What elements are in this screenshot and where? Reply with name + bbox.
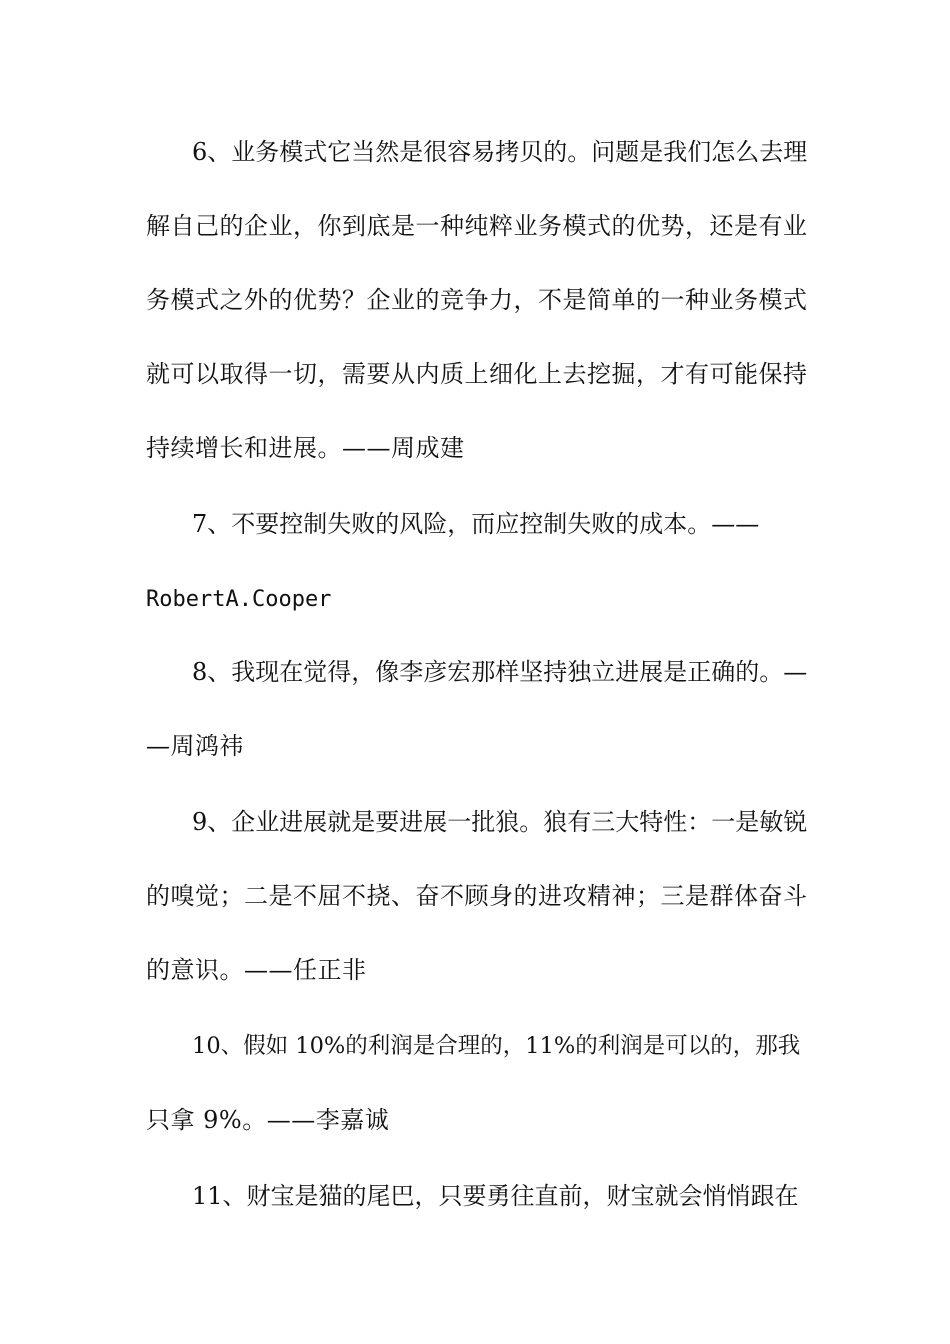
paragraph-8-line-2: —周鸿祎	[146, 732, 244, 760]
paragraph-9-line-3: 的意识。——任正非	[146, 956, 367, 984]
paragraph-9-line-1: 9、企业进展就是要进展一批狼。狼有三大特性：一是敏锐	[192, 808, 808, 836]
paragraph-6-line-3: 务模式之外的优势？企业的竞争力，不是简单的一种业务模式	[146, 286, 808, 314]
paragraph-6-line-5: 持续增长和进展。——周成建	[146, 434, 465, 462]
paragraph-7-line-2: RobertA.Cooper	[146, 587, 332, 612]
paragraph-10-line-1: 10、假如 10%的利润是合理的，11%的利润是可以的，那我	[192, 1033, 801, 1059]
paragraph-6-line-2: 解自己的企业，你到底是一种纯粹业务模式的优势，还是有业	[146, 212, 808, 240]
paragraph-10-line-2: 只拿 9%。——李嘉诚	[146, 1106, 390, 1134]
paragraph-11-line-1: 11、财宝是猫的尾巴，只要勇往直前，财宝就会悄悄跟在	[192, 1182, 799, 1210]
paragraph-7-line-1: 7、不要控制失败的风险，而应控制失败的成本。——	[192, 510, 760, 538]
paragraph-8-line-1: 8、我现在觉得，像李彦宏那样坚持独立进展是正确的。—	[192, 658, 808, 686]
paragraph-6-line-1: 6、业务模式它当然是很容易拷贝的。问题是我们怎么去理	[192, 138, 808, 166]
paragraph-9-line-2: 的嗅觉；二是不屈不挠、奋不顾身的进攻精神；三是群体奋斗	[146, 882, 808, 910]
paragraph-6-line-4: 就可以取得一切，需要从内质上细化上去挖掘，才有可能保持	[146, 360, 808, 388]
